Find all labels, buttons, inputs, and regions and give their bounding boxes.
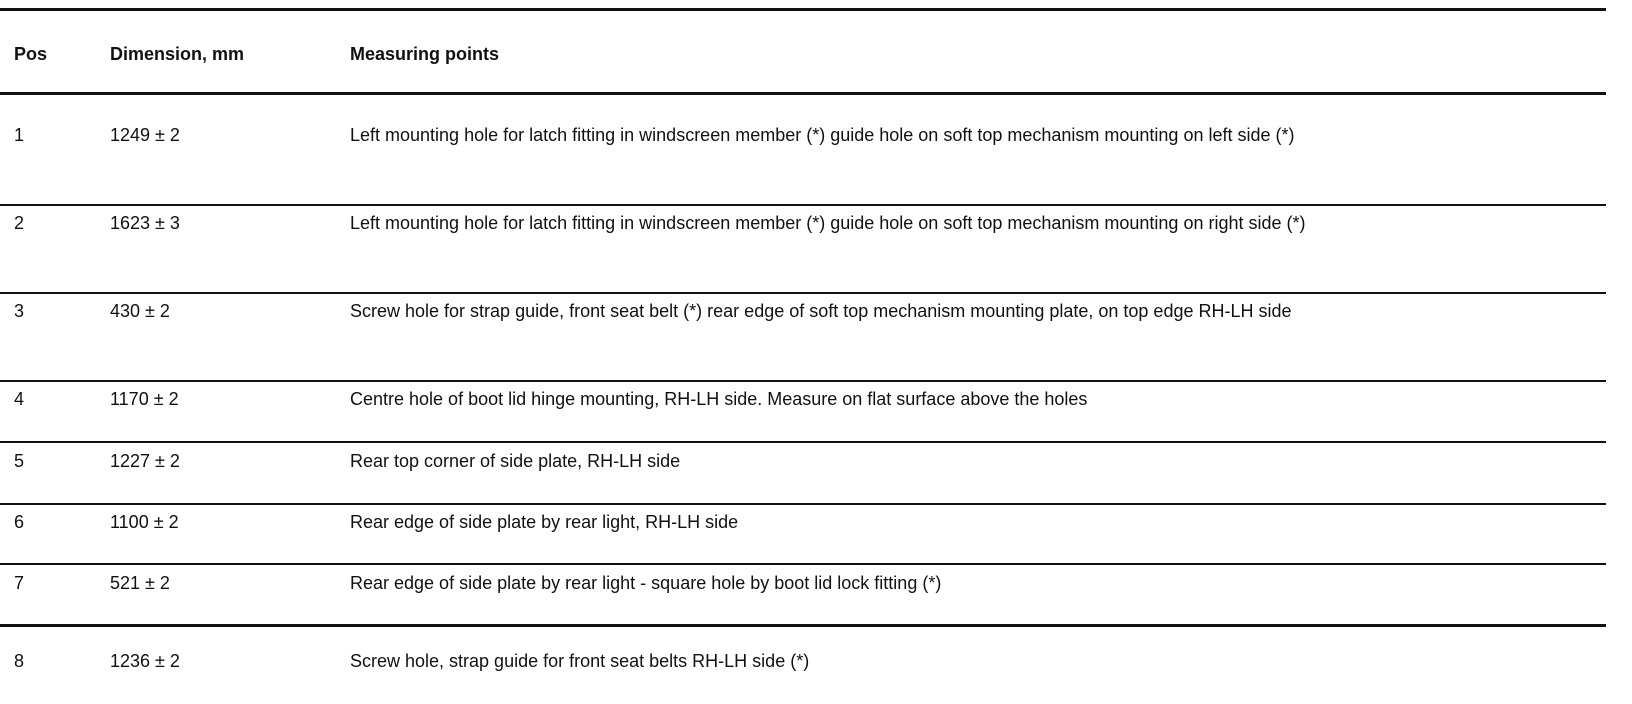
- row-measuring-points: Rear edge of side plate by rear light - square hole by boot lid lock fitting (*): [350, 573, 942, 593]
- row-divider: [0, 441, 1606, 443]
- table-top-rule: [0, 8, 1606, 11]
- row-dimension: 1236 ± 2: [110, 651, 180, 671]
- header-pos: Pos: [14, 44, 48, 64]
- row-divider: [0, 624, 1606, 627]
- row-divider: [0, 204, 1606, 206]
- row-measuring-points: Left mounting hole for latch fitting in windscreen member (*) guide hole on soft top mechanism mounting on left side (*): [350, 125, 1295, 145]
- row-measuring-points: Rear edge of side plate by rear light, RH-LH side: [350, 512, 739, 532]
- row-dimension: 1227 ± 2: [110, 451, 180, 471]
- row-dimension: 1100 ± 2: [110, 512, 179, 532]
- row-dimension: 1170 ± 2: [110, 389, 179, 409]
- row-measuring-points: Left mounting hole for latch fitting in windscreen member (*) guide hole on soft top mechanism mounting on right side (*): [350, 213, 1306, 233]
- row-pos: 8: [14, 651, 25, 671]
- header-measuring-points: Measuring points: [350, 44, 500, 64]
- row-measuring-points: Centre hole of boot lid hinge mounting, RH-LH side. Measure on flat surface above the holes: [350, 389, 1088, 409]
- row-dimension: 430 ± 2: [110, 301, 170, 321]
- row-pos: 4: [14, 389, 25, 409]
- row-measuring-points: Screw hole, strap guide for front seat belts RH-LH side (*): [350, 651, 810, 671]
- row-measuring-points: Screw hole for strap guide, front seat belt (*) rear edge of soft top mechanism mounting plate, on top edge RH-LH side: [350, 301, 1292, 321]
- row-pos: 6: [14, 512, 25, 532]
- row-divider: [0, 503, 1606, 505]
- row-measuring-points: Rear top corner of side plate, RH-LH side: [350, 451, 681, 471]
- row-pos: 7: [14, 573, 25, 593]
- row-divider: [0, 292, 1606, 294]
- header-dimension: Dimension, mm: [110, 44, 245, 64]
- row-pos: 5: [14, 451, 25, 471]
- row-dimension: 521 ± 2: [110, 573, 170, 593]
- row-pos: 2: [14, 213, 25, 233]
- row-pos: 1: [14, 125, 25, 145]
- row-pos: 3: [14, 301, 25, 321]
- row-divider: [0, 563, 1606, 565]
- row-divider: [0, 380, 1606, 382]
- row-dimension: 1249 ± 2: [110, 125, 180, 145]
- row-dimension: 1623 ± 3: [110, 213, 180, 233]
- table-header-rule: [0, 92, 1606, 95]
